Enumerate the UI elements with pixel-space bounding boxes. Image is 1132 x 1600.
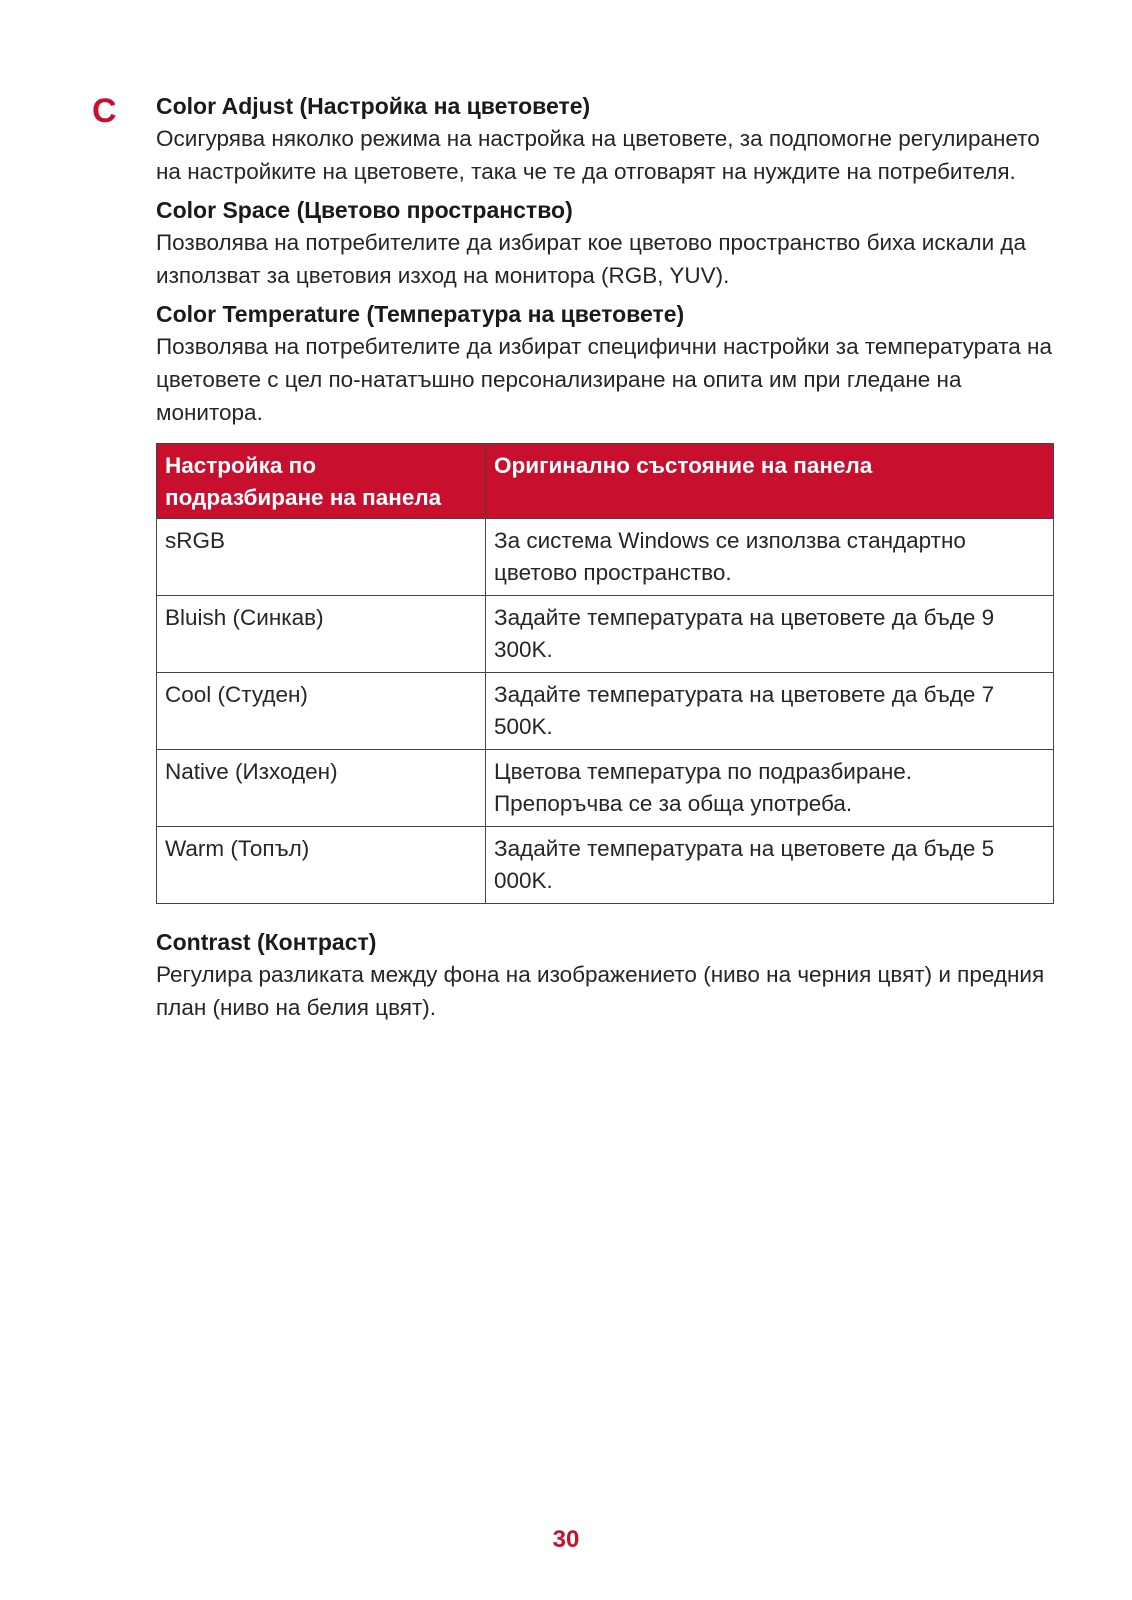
section-letter: C — [92, 92, 117, 130]
table-cell-setting: Bluish (Синкав) — [157, 596, 486, 673]
entry-contrast — [156, 926, 1056, 1024]
table-cell-description: За система Windows се използва стандартно цветово пространство. — [486, 519, 1054, 596]
entry-description: Регулира разликата между фона на изображението (ниво на черния цвят) и предния план (ниво на белия цвят). — [156, 962, 1045, 1020]
table-row — [157, 519, 1054, 596]
table-cell-description: Задайте температурата на цветовете да бъде 5 000K. — [486, 827, 1054, 904]
color-temperature-table — [156, 443, 1054, 904]
table-header-cell: Оригинално състояние на панела — [486, 444, 1054, 519]
entry-color-temperature — [156, 298, 1056, 429]
table-row — [157, 827, 1054, 904]
table-row — [157, 673, 1054, 750]
entry-title: Contrast (Контраст) — [156, 929, 377, 955]
page-number: 30 — [552, 1526, 580, 1553]
entry-color-space — [156, 194, 1056, 292]
table-header-row — [157, 444, 1054, 519]
table-cell-description: Цветова температура по подразбиране. Препоръчва се за обща употреба. — [486, 750, 1054, 827]
table-cell-description: Задайте температурата на цветовете да бъде 7 500K. — [486, 673, 1054, 750]
entry-title: Color Adjust (Настройка на цветовете) — [156, 93, 591, 119]
entry-description: Позволява на потребителите да избират специфични настройки за температурата на цветовете с цел по-нататъшно персонализиране на опита им при гледане на монитора. — [156, 334, 1052, 425]
table-cell-setting: Cool (Студен) — [157, 673, 486, 750]
table-header-cell: Настройка по подразбиране на панела — [157, 444, 486, 519]
entry-title: Color Temperature (Температура на цветовете) — [156, 301, 685, 327]
content-area — [156, 90, 1056, 1030]
entry-color-adjust — [156, 90, 1056, 188]
table-cell-setting: Warm (Топъл) — [157, 827, 486, 904]
entry-title: Color Space (Цветово пространство) — [156, 197, 573, 223]
table-cell-description: Задайте температурата на цветовете да бъде 9 300K. — [486, 596, 1054, 673]
table-cell-setting: Native (Изходен) — [157, 750, 486, 827]
entry-description: Позволява на потребителите да избират кое цветово пространство биха искали да използват за цветовия изход на монитора (RGB, YUV). — [156, 230, 1027, 288]
table-row — [157, 750, 1054, 827]
table-row — [157, 596, 1054, 673]
table-cell-setting: sRGB — [157, 519, 486, 596]
entry-description: Осигурява няколко режима на настройка на цветовете, за подпомогне регулирането на настройките на цветовете, така че те да отговарят на нуждите на потребителя. — [156, 126, 1040, 184]
